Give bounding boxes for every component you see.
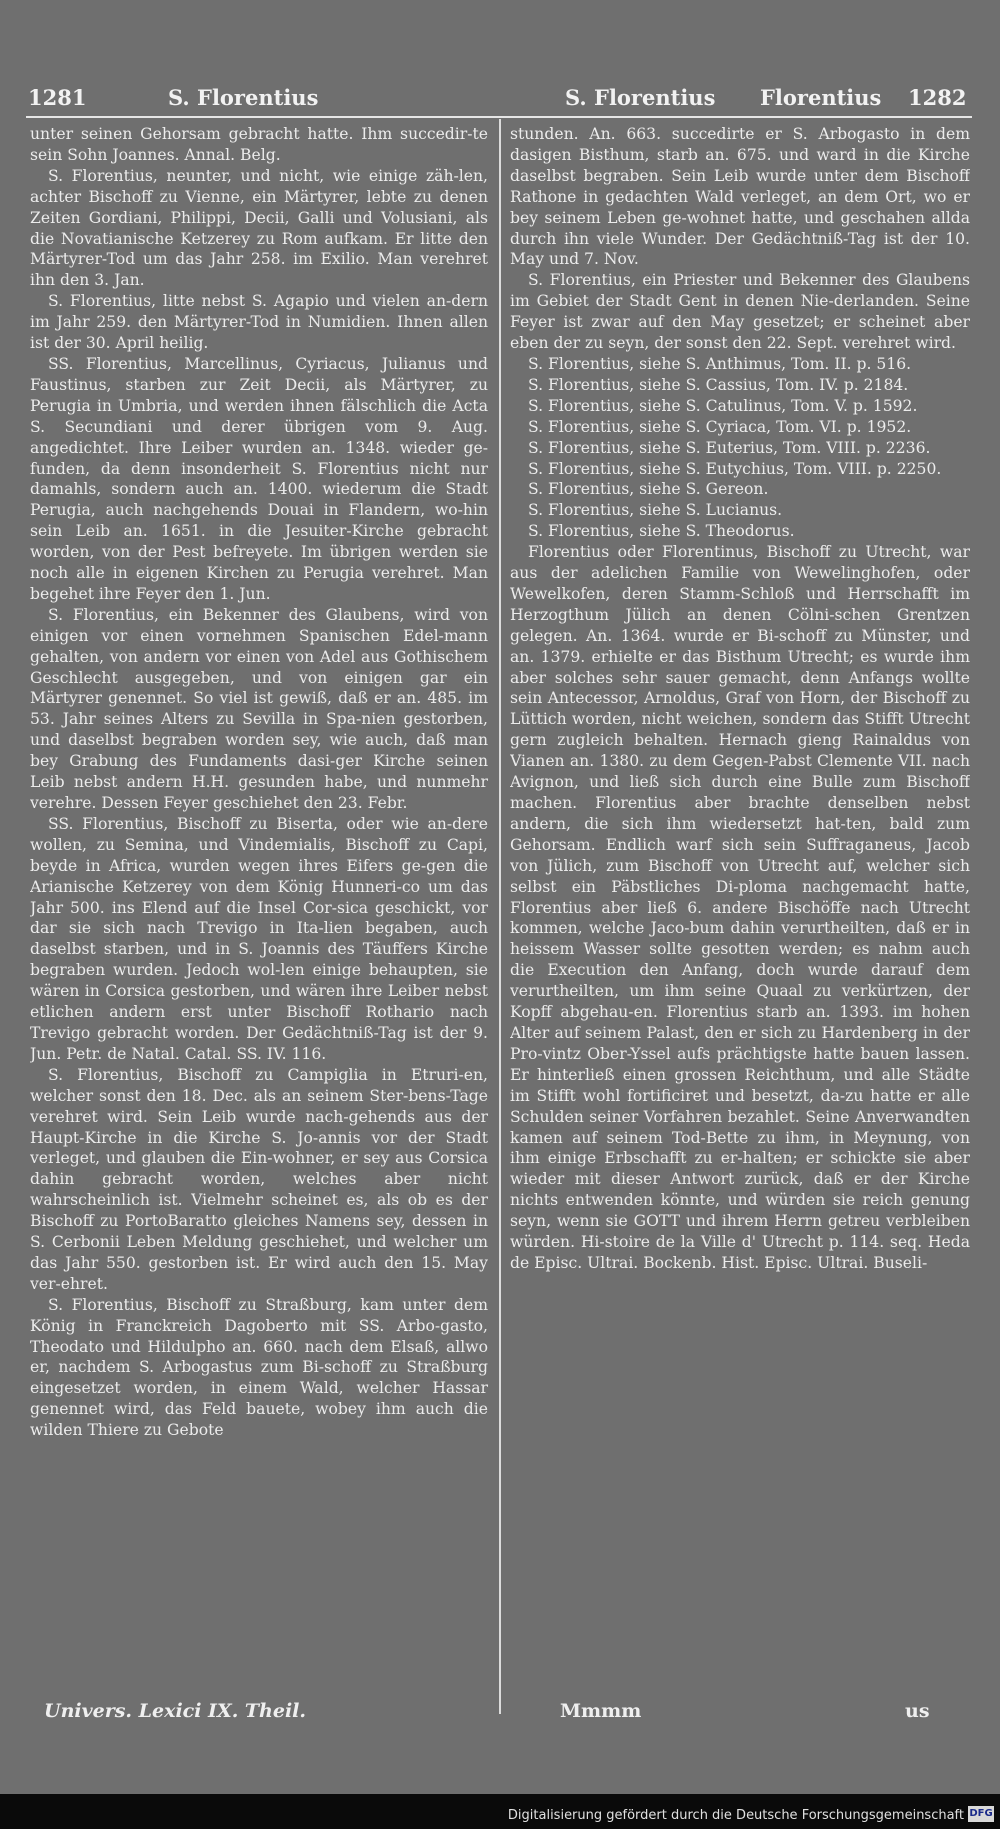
credit-text: Digitalisierung gefördert durch die Deutsche Forschungsgemeinschaft (507, 1808, 964, 1823)
entry-paragraph: SS. Florentius, Marcellinus, Cyriacus, Julianus und Faustinus, starben zur Zeit Decii, als Märtyrer, zu Perugia in Umbria, und werden ihnen fälschlich die Acta S. Secundiani und derer übrigen vom 9. Aug. angedichtet. Ihre Leiber wurden an. 1348. wieder ge-funden, da denn insonderheit S. Florentius nicht nur damahls, sondern auch an. 1400. wiederum die Stadt Perugia, auch nachgehends Douai in Flandern, wo-hin sein Leib an. 1651. in die Jesuiter-Kirche gebracht worden, von der Pest befreyete. Im übrigen werden sie noch alle in eigenen Kirchen zu Perugia verehret. Man begehet ihre Feyer den 1. Jun. (30, 354, 488, 603)
entry-paragraph: S. Florentius, siehe S. Cassius, Tom. IV. p. 2184. (528, 375, 909, 394)
entry-paragraph: unter seinen Gehorsam gebracht hatte. Ihm succedir-te sein Sohn Joannes. Annal. Belg. (30, 125, 488, 164)
entry-paragraph: S. Florentius, neunter, und nicht, wie einige zäh-len, achter Bischoff zu Vienne, ein Märtyrer, lebte zu denen Zeiten Gordiani, Philippi, Decii, Galli und Volusiani, als die Novatianische Ketzerey zu Rom aufkam. Er litte den Märtyrer-Tod um das Jahr 258. im Exilio. Man verehret ihn den 3. Jan. (30, 166, 488, 290)
entry-paragraph: S. Florentius, siehe S. Euterius, Tom. VIII. p. 2236. (528, 438, 931, 457)
page-number-right: 1282 (908, 85, 967, 110)
entry-paragraph: stunden. An. 663. succedirte er S. Arbogasto in dem dasigen Bisthum, starb an. 675. und ward in die Kirche daselbst begraben. Sein Leib wurde unter dem Bischoff Rathone in gedachten Wald verleget, an dem Ort, wo er bey seinem Leben ge-wohnet hatte, und geschahen allda durch ihn viele Wunder. Der Gedächtniß-Tag ist der 10. May und 7. Nov. (510, 125, 970, 269)
entry-paragraph: S. Florentius, ein Priester und Bekenner des Glaubens im Gebiet der Stadt Gent in denen Nie-derlanden. Seine Feyer ist zwar auf den May gesetzet; er scheinet aber eben der zu seyn, der sonst den 22. Sept. verehret wird. (510, 271, 970, 353)
entry-paragraph: S. Florentius, litte nebst S. Agapio und vielen an-dern im Jahr 259. den Märtyrer-Tod in Numidien. Ihnen allen ist der 30. April heilig. (30, 292, 488, 353)
catchword-header-right: Florentius (760, 85, 882, 110)
footer-signature: Mmmm (560, 1700, 642, 1722)
right-column (510, 124, 970, 1734)
entry-paragraph: S. Florentius, siehe S. Theodorus. (528, 522, 795, 541)
entry-paragraph: S. Florentius, siehe S. Gereon. (528, 480, 769, 499)
header-rule (26, 116, 972, 118)
entry-paragraph: S. Florentius, ein Bekenner des Glaubens, wird von einigen vor einen vornehmen Spanischen Edel-mann gehalten, von andern vor einen von Adel aus Gothischem Geschlecht ausgegeben, und von einigen gar ein Märtyrer genennet. So viel ist gewiß, daß er an. 485. im 53. Jahr seines Alters zu Sevilla in Spa-nien gestorben, und daselbst begraben worden sey, wie auch, daß man bey Grabung des Fundaments dasi-ger Kirche seinen Leib nebst andern H.H. gesunden habe, und nunmehr verehre. Dessen Feyer geschiehet den 23. Febr. (30, 605, 488, 812)
dfg-logo: DFG (968, 1806, 994, 1822)
running-title-left: S. Florentius (168, 85, 319, 110)
entry-paragraph: S. Florentius, siehe S. Lucianus. (528, 501, 783, 520)
entry-paragraph: S. Florentius, siehe S. Eutychius, Tom. VIII. p. 2250. (528, 459, 942, 478)
entry-paragraph: S. Florentius, siehe S. Catulinus, Tom. V. p. 1592. (528, 396, 918, 415)
footer-catchword: us (905, 1700, 930, 1722)
entry-paragraph: SS. Florentius, Bischoff zu Biserta, oder wie an-dere wollen, zu Semina, und Vindemialis, Bischoff zu Capi, beyde in Africa, wurden wegen ihres Eifers ge-gen die Arianische Ketzerey von dem König Hunneri-co um das Jahr 500. ins Elend auf die Insel Cor-sica geschickt, vor dar sie sich nach Trevigo in Ita-lien begaben, auch daselbst starben, und in S. Joannis des Täuffers Kirche begraben wurden. Jedoch wol-len einige behaupten, sie wären in Corsica gestorben, und wären ihre Leiber nebst etlichen andern erst unter Bischoff Rothario nach Trevigo gebracht worden. Der Gedächtniß-Tag ist der 9. Jun. Petr. de Natal. Catal. SS. IV. 116. (30, 814, 488, 1063)
entry-paragraph: S. Florentius, siehe S. Cyriaca, Tom. VI. p. 1952. (528, 417, 912, 436)
entry-paragraph: S. Florentius, Bischoff zu Straßburg, kam unter dem König in Franckreich Dagoberto mit SS. Arbo-gasto, Theodato und Hildulpho an. 660. nach dem Elsaß, allwo er, nachdem S. Arbogastus zum Bi-schoff zu Straßburg eingesetzet worden, in einem Wald, welcher Hassar genennet wird, das Feld bauete, wobey ihm auch die wilden Thiere zu Gebote (30, 1295, 488, 1440)
entry-paragraph: S. Florentius, siehe S. Anthimus, Tom. II. p. 516. (528, 354, 912, 373)
entry-paragraph: S. Florentius, Bischoff zu Campiglia in Etruri-en, welcher sonst den 18. Dec. als an seinem Ster-bens-Tage verehret wird. Sein Leib wurde nach-gehends aus der Haupt-Kirche in die Kirche S. Jo-annis vor der Stadt verleget, und glauben die Ein-wohner, er sey aus Corsica dahin gebracht worden, welches aber nicht wahrscheinlich ist. Vielmehr scheinet es, als ob es der Bischoff zu PortoBaratto gleiches Namens sey, dessen in S. Cerbonii Leben Meldung geschiehet, und welcher um das Jahr 550. gestorben ist. Er wird auch den 15. May ver-ehret. (30, 1065, 488, 1293)
entry-paragraph: Florentius oder Florentinus, Bischoff zu Utrecht, war aus der adelichen Familie von Wewelinghofen, oder Wewelkofen, deren Stamm-Schloß und Herrschafft im Herzogthum Jülich an denen Cölni-schen Grentzen gelegen. An. 1364. wurde er Bi-schoff zu Münster, und an. 1379. erhielte er das Bisthum Utrecht; es wurde ihm aber solches sehr sauer gemacht, denn Anfangs wollte sein Antecessor, Arnoldus, Graf von Horn, der Bischoff zu Lüttich worden, nicht weichen, sondern das Stifft Utrecht gern zugleich behalten. Hernach gieng Rainaldus von Vianen an. 1380. zu dem Gegen-Pabst Clemente VII. nach Avignon, und ließ sich durch eine Bulle zum Bischoff machen. Florentius aber brachte denselben nebst andern, die sich ihm wiedersetzt hat-ten, bald zum Gehorsam. Endlich warf sich sein Suffraganeus, Jacob von Jülich, zum Bischoff von Utrecht auf, welcher sich selbst ein Päbstliches Di-ploma nachgemacht hatte, Florentius aber ließ 6. andere Bischöffe nach Utrecht kommen, welche Jaco-bum dahin verurtheilten, daß er in heissem Wasser sollte gesotten werden; es nahm auch die Execution den Anfang, doch wurde darauf dem verurtheilten, um ihm seine Quaal zu verkürtzen, der Kopff abgehau-en. Florentius starb an. 1393. im hohen Alter auf seinem Palast, den er sich zu Hardenberg in der Pro-vintz Ober-Yssel aufs prächtigste hatte bauen lassen. Er hinterließ einen grossen Reichthum, und alle Städte im Stifft wohl fortificiret und besetzt, da-zu hatte er alle Schulden seiner Vorfahren bezahlet. Seine Anverwandten kamen auf seinem Tod-Bette zu ihm, in Meynung, von ihm einige Erbschafft zu er-halten; er schickte sie aber wieder mit dieser Antwort zurück, daß er der Kirche nichts entwenden könnte, und würden sie reich genung seyn, wenn sie GOTT und ihrem Herrn getreu verbleiben würden. Hi-stoire de la Ville d' Utrecht p. 114. seq. Heda de Episc. Ultrai. Bockenb. Hist. Episc. Ultrai. Buseli- (510, 543, 970, 1272)
footer-volume: Univers. Lexici IX. Theil. (44, 1700, 307, 1722)
column-divider (499, 119, 501, 1714)
left-column (30, 124, 488, 1734)
page-number-left: 1281 (28, 85, 87, 110)
running-title-right: S. Florentius (565, 85, 716, 110)
